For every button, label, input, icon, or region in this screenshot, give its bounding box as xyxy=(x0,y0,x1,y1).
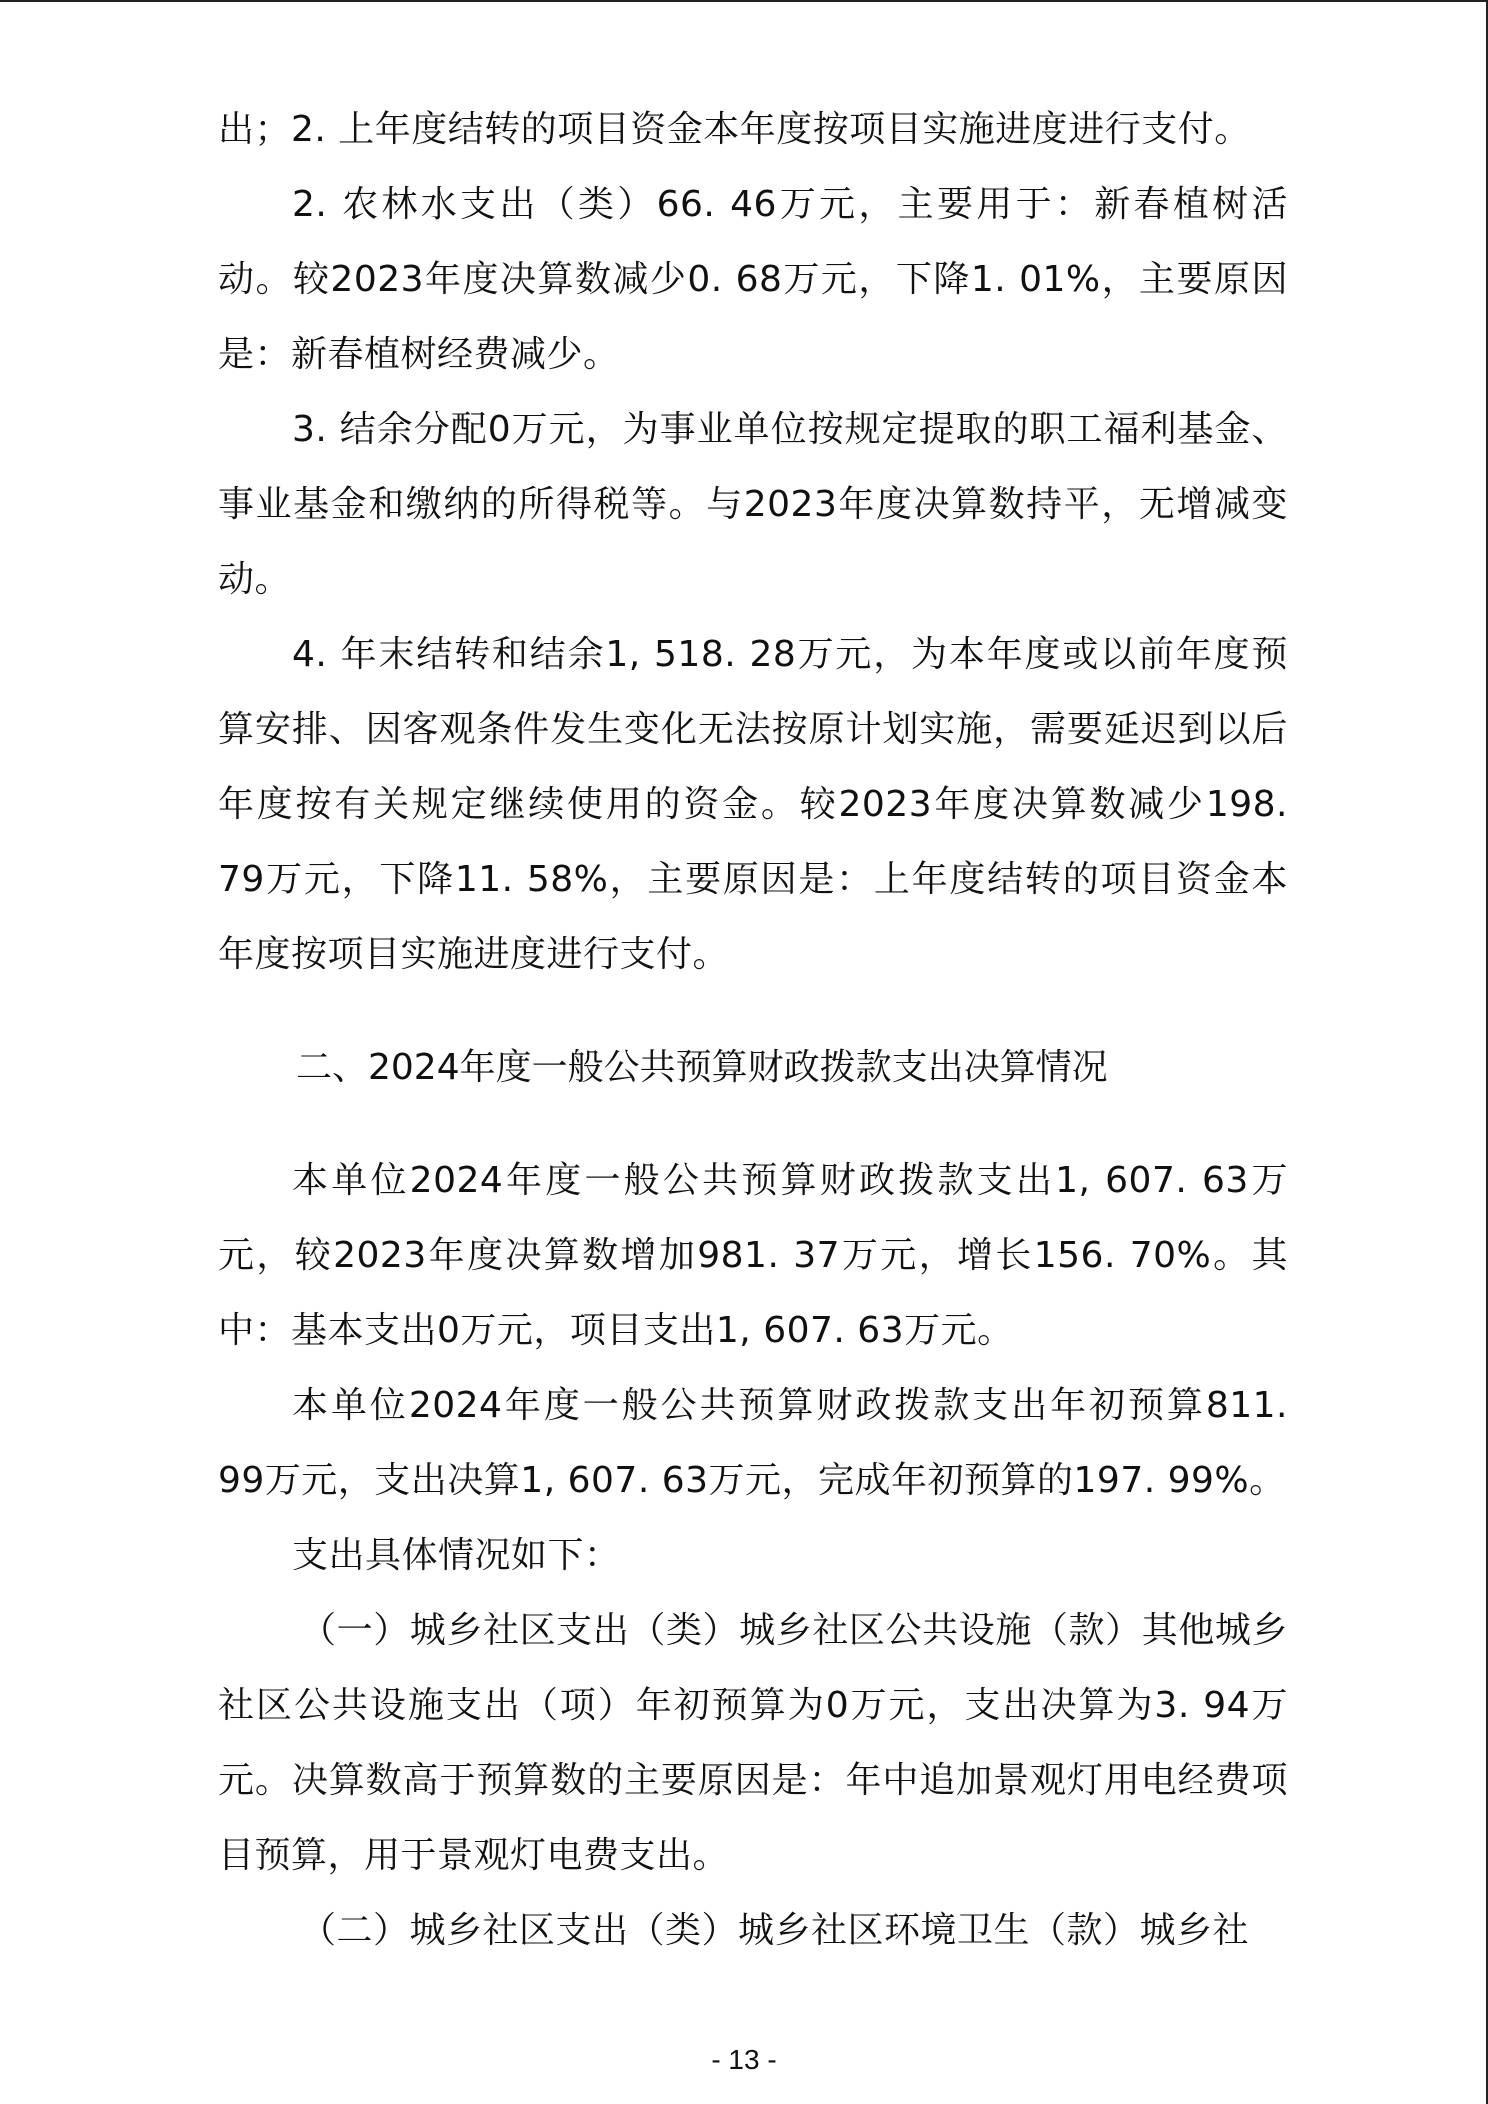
paragraph-expense-details-intro: 支出具体情况如下： xyxy=(292,1535,621,1576)
paragraph-year-end-balance: 4. 年末结转和结余1, 518. 28万元，为本年度或以前年度预算安排、因客观条件发生变化无法按原计划实施，需要延迟到以后年度按有关规定继续使用的资金。较2023年度决算数减少198. 79万元，下降11. 58%，主要原因是：上年度结转的项目资金本年度按项目实施进度进行支付。 xyxy=(218,634,1288,975)
paragraph-agriculture-expense: 2. 农林水支出（类）66. 46万元，主要用于：新春植树活动。较2023年度决算数减少0. 68万元，下降1. 01%，主要原因是：新春植树经费减少。 xyxy=(218,184,1288,375)
paragraph-continuation: 出；2. 上年度结转的项目资金本年度按项目实施进度进行支付。 xyxy=(218,109,1251,150)
document-body xyxy=(218,92,1288,1968)
paragraph-item-two: （二）城乡社区支出（类）城乡社区环境卫生（款）城乡社 xyxy=(300,1910,1250,1951)
page-top-border xyxy=(0,0,1488,2)
paragraph-general-budget-expense: 本单位2024年度一般公共预算财政拨款支出1, 607. 63万元，较2023年度决算数增加981. 37万元，增长156. 70%。其中：基本支出0万元，项目支出1, 607. 63万元。 xyxy=(218,1160,1288,1351)
paragraph-annual-budget-completion: 本单位2024年度一般公共预算财政拨款支出年初预算811. 99万元，支出决算1, 607. 63万元，完成年初预算的197. 99%。 xyxy=(218,1385,1288,1501)
page-number: - 13 - xyxy=(711,2044,777,2075)
section-heading: 二、2024年度一般公共预算财政拨款支出决算情况 xyxy=(296,1047,1108,1088)
paragraph-item-one: （一）城乡社区支出（类）城乡社区公共设施（款）其他城乡社区公共设施支出（项）年初预算为0万元，支出决算为3. 94万元。决算数高于预算数的主要原因是：年中追加景观灯用电经费项目预算，用于景观灯电费支出。 xyxy=(218,1610,1288,1876)
paragraph-surplus-distribution: 3. 结余分配0万元，为事业单位按规定提取的职工福利基金、事业基金和缴纳的所得税等。与2023年度决算数持平，无增减变动。 xyxy=(218,409,1288,600)
